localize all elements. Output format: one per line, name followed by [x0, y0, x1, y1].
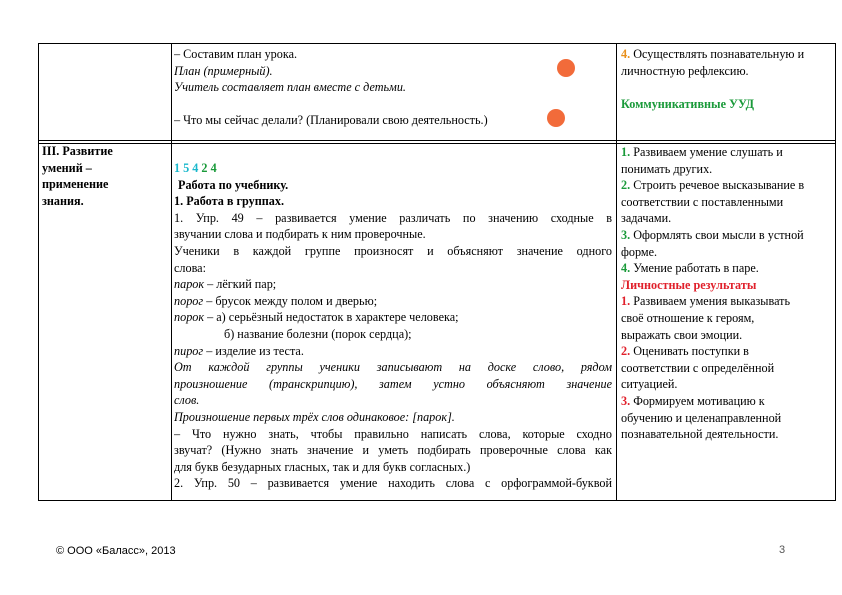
lesson-table	[38, 43, 836, 501]
text-line: – Что нужно знать, чтобы правильно написать слова, которые сходно	[174, 426, 612, 441]
text-line: Оформлять свои мысли в устной	[630, 227, 804, 242]
item-number: 3.	[621, 393, 631, 408]
text-line: обучению и целенаправленной	[621, 410, 782, 425]
item-number: 1.	[621, 294, 631, 309]
text-line: Строить речевое высказывание в	[630, 178, 805, 193]
text-line: звучат? (Нужно знать значение и уметь подбирать проверочные слова как	[174, 443, 612, 458]
vocab-definition: б) название болезни (порок сердца);	[224, 326, 412, 341]
uud-codes-green: 2 4	[198, 161, 217, 175]
column-divider	[171, 44, 172, 500]
text-line: Осуществлять познавательную и	[630, 47, 805, 61]
vocab-definition: – брусок между полом и дверью;	[203, 293, 378, 308]
text-line: познавательной деятельности.	[621, 427, 779, 442]
row1-uud-cell	[621, 46, 833, 112]
text-line: 1. Упр. 49 – развивается умение различать по значению сходные в	[174, 210, 612, 225]
text-line: От каждой группы ученики записывают на доске слово, рядом	[174, 360, 612, 375]
text-line: понимать других.	[621, 161, 713, 176]
orange-circle-marker	[557, 59, 575, 77]
item-number: 2.	[621, 178, 631, 193]
column-divider	[616, 44, 617, 500]
text-line: выражать свои эмоции.	[621, 327, 743, 342]
subheading: Работа по учебнику.	[178, 177, 289, 192]
vocab-word: порок	[174, 310, 205, 325]
item-number: 4.	[621, 47, 631, 61]
text-line: – Что мы сейчас делали? (Планировали свою деятельность.)	[174, 113, 488, 128]
text-line: своё отношение к героям,	[621, 310, 755, 325]
text-line: личностную рефлексию.	[621, 63, 749, 78]
page-number: 3	[779, 544, 786, 556]
vocab-word: пирог	[174, 343, 204, 358]
text-line: ситуацией.	[621, 377, 678, 392]
stage-title-cell	[42, 143, 168, 209]
item-number: 3.	[621, 227, 631, 242]
text-line: форме.	[621, 244, 658, 259]
footer-copyright: © ООО «Баласс», 2013	[56, 545, 176, 557]
text-line: Умение работать в паре.	[630, 261, 759, 276]
text-line: задачами.	[621, 211, 672, 226]
text-line: слова:	[174, 260, 206, 275]
text-line: звучании слова и подбирать к ним проверочные.	[174, 227, 426, 242]
row2-uud-cell	[621, 144, 833, 443]
stage-title: III. Развитие	[42, 144, 113, 158]
subheading: 1. Работа в группах.	[174, 194, 285, 209]
stage-title: применение	[42, 177, 109, 192]
text-line: Развиваем умение слушать и	[630, 145, 783, 159]
text-line: Развиваем умения выказывать	[630, 294, 791, 309]
item-number: 1.	[621, 145, 631, 159]
text-line: План (примерный).	[174, 63, 273, 78]
vocab-word: парок	[174, 277, 205, 292]
vocab-definition: – а) серьёзный недостаток в характере человека;	[204, 310, 459, 325]
section-heading: Коммуникативные УУД	[621, 96, 755, 111]
text-line: Ученики в каждой группе произносят и объясняют значение одного	[174, 243, 612, 258]
row-divider	[39, 140, 835, 141]
text-line: 2. Упр. 50 – развивается умение находить слова с орфограммой-буквой	[174, 476, 612, 491]
text-line: соответствии с определённой	[621, 360, 775, 375]
text-line: Произношение первых трёх слов одинаковое: [парок].	[174, 409, 455, 424]
text-line: Оценивать поступки в	[630, 344, 749, 359]
row2-activity-cell	[174, 160, 612, 492]
item-number: 2.	[621, 344, 631, 359]
text-line: – Составим план урока.	[174, 47, 298, 61]
text-line: слов.	[174, 393, 200, 408]
text-line: Формируем мотивацию к	[630, 393, 765, 408]
item-number: 4.	[621, 261, 631, 276]
text-line: Учитель составляет план вместе с детьми.	[174, 80, 406, 95]
vocab-definition: – изделие из теста.	[203, 343, 304, 358]
text-line: для букв безударных гласных, так и для букв согласных.)	[174, 459, 471, 474]
vocab-definition: – лёгкий пар;	[204, 277, 277, 292]
section-heading: Личностные результаты	[621, 277, 757, 292]
uud-codes-cyan: 1 5 4	[174, 161, 199, 175]
text-line: произношение (транскрипцию), затем устно объясняют значение	[174, 376, 612, 391]
stage-title: знания.	[42, 193, 84, 208]
text-line: соответствии с поставленными	[621, 194, 784, 209]
vocab-word: порог	[174, 293, 204, 308]
stage-title: умений –	[42, 160, 92, 175]
orange-circle-marker	[547, 109, 565, 127]
